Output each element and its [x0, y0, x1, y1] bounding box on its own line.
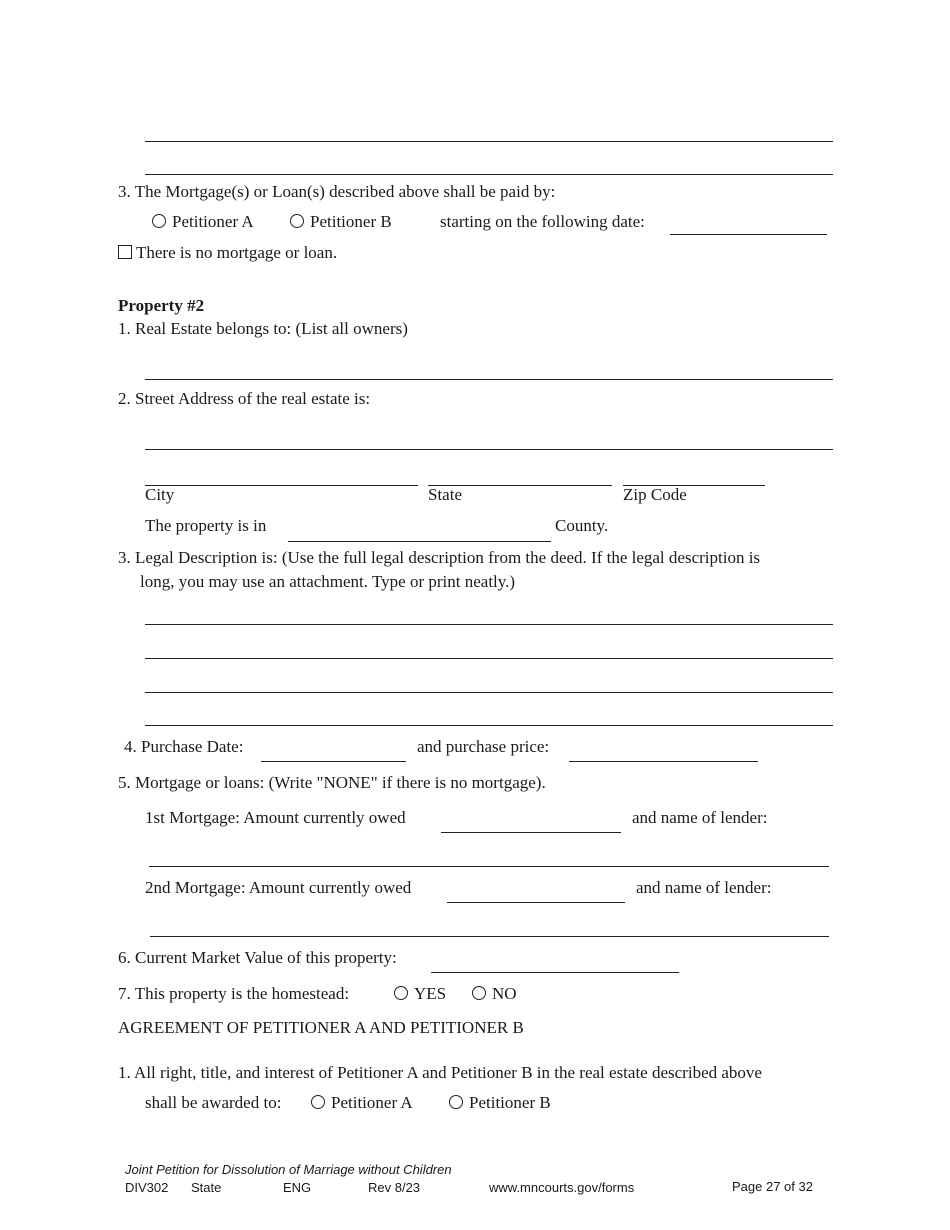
- second-lender-field[interactable]: [150, 936, 829, 937]
- mortgage-paid-by-label: 3. The Mortgage(s) or Loan(s) described above shall be paid by:: [118, 182, 556, 201]
- purchase-date-field[interactable]: [261, 761, 406, 762]
- radio-icon[interactable]: [472, 986, 486, 1000]
- zip-label: Zip Code: [623, 485, 687, 504]
- radio-icon[interactable]: [449, 1095, 463, 1109]
- awarded-to-label: shall be awarded to:: [145, 1093, 282, 1112]
- market-value-label: 6. Current Market Value of this property:: [118, 948, 397, 967]
- radio-icon[interactable]: [311, 1095, 325, 1109]
- homestead-no[interactable]: NO: [472, 984, 517, 1004]
- footer-jurisdiction: State: [191, 1180, 222, 1195]
- footer-title: Joint Petition for Dissolution of Marriage without Children: [125, 1162, 452, 1177]
- second-mortgage-amount-field[interactable]: [447, 902, 625, 903]
- street-address-label: 2. Street Address of the real estate is:: [118, 389, 371, 408]
- first-lender-label: and name of lender:: [632, 808, 768, 827]
- blank-line[interactable]: [145, 174, 833, 175]
- street-address-field[interactable]: [145, 449, 833, 450]
- state-label: State: [428, 485, 462, 504]
- agreement-item-1: 1. All right, title, and interest of Petitioner A and Petitioner B in the real estate described above: [118, 1063, 762, 1082]
- agreement-heading: AGREEMENT OF PETITIONER A AND PETITIONER B: [118, 1018, 524, 1037]
- purchase-date-label: 4. Purchase Date:: [124, 737, 244, 756]
- paid-by-petitioner-a[interactable]: Petitioner A: [152, 212, 254, 232]
- radio-icon[interactable]: [290, 214, 304, 228]
- purchase-price-field[interactable]: [569, 761, 758, 762]
- owners-label: 1. Real Estate belongs to: (List all owners): [118, 319, 408, 338]
- second-mortgage-label: 2nd Mortgage: Amount currently owed: [145, 878, 412, 897]
- mortgage-loans-label: 5. Mortgage or loans: (Write "NONE" if there is no mortgage).: [118, 773, 546, 792]
- footer-website: www.mncourts.gov/forms: [489, 1180, 635, 1195]
- first-mortgage-amount-field[interactable]: [441, 832, 621, 833]
- legal-description-line[interactable]: [145, 624, 833, 625]
- legal-description-label: 3. Legal Description is: (Use the full legal description from the deed. If the legal description is: [118, 548, 761, 567]
- market-value-field[interactable]: [431, 972, 679, 973]
- city-field[interactable]: [145, 485, 418, 486]
- legal-description-line[interactable]: [145, 692, 833, 693]
- county-prefix: The property is in: [145, 516, 267, 535]
- awarded-petitioner-a[interactable]: Petitioner A: [311, 1093, 413, 1113]
- radio-icon[interactable]: [394, 986, 408, 1000]
- awarded-petitioner-b[interactable]: Petitioner B: [449, 1093, 551, 1113]
- county-suffix: County.: [555, 516, 609, 535]
- footer-language: ENG: [283, 1180, 312, 1195]
- legal-description-note: long, you may use an attachment. Type or print neatly.): [140, 572, 516, 591]
- starting-date-label: starting on the following date:: [440, 212, 645, 231]
- first-lender-field[interactable]: [149, 866, 829, 867]
- homestead-yes[interactable]: YES: [394, 984, 446, 1004]
- blank-line[interactable]: [145, 141, 833, 142]
- paid-by-petitioner-b[interactable]: Petitioner B: [290, 212, 392, 232]
- no-mortgage-option[interactable]: There is no mortgage or loan.: [118, 243, 337, 263]
- county-field[interactable]: [288, 541, 551, 542]
- purchase-price-label: and purchase price:: [417, 737, 550, 756]
- checkbox-icon[interactable]: [118, 245, 132, 259]
- city-label: City: [145, 485, 175, 504]
- footer-page-number: Page 27 of 32: [732, 1179, 813, 1194]
- legal-description-line[interactable]: [145, 658, 833, 659]
- footer-revision: Rev 8/23: [368, 1180, 421, 1195]
- legal-description-line[interactable]: [145, 725, 833, 726]
- radio-icon[interactable]: [152, 214, 166, 228]
- second-lender-label: and name of lender:: [636, 878, 772, 897]
- homestead-label: 7. This property is the homestead:: [118, 984, 350, 1003]
- property-heading: Property #2: [118, 296, 205, 315]
- footer-form-code: DIV302: [125, 1180, 169, 1195]
- starting-date-field[interactable]: [670, 234, 827, 235]
- owners-field[interactable]: [145, 379, 833, 380]
- first-mortgage-label: 1st Mortgage: Amount currently owed: [145, 808, 406, 827]
